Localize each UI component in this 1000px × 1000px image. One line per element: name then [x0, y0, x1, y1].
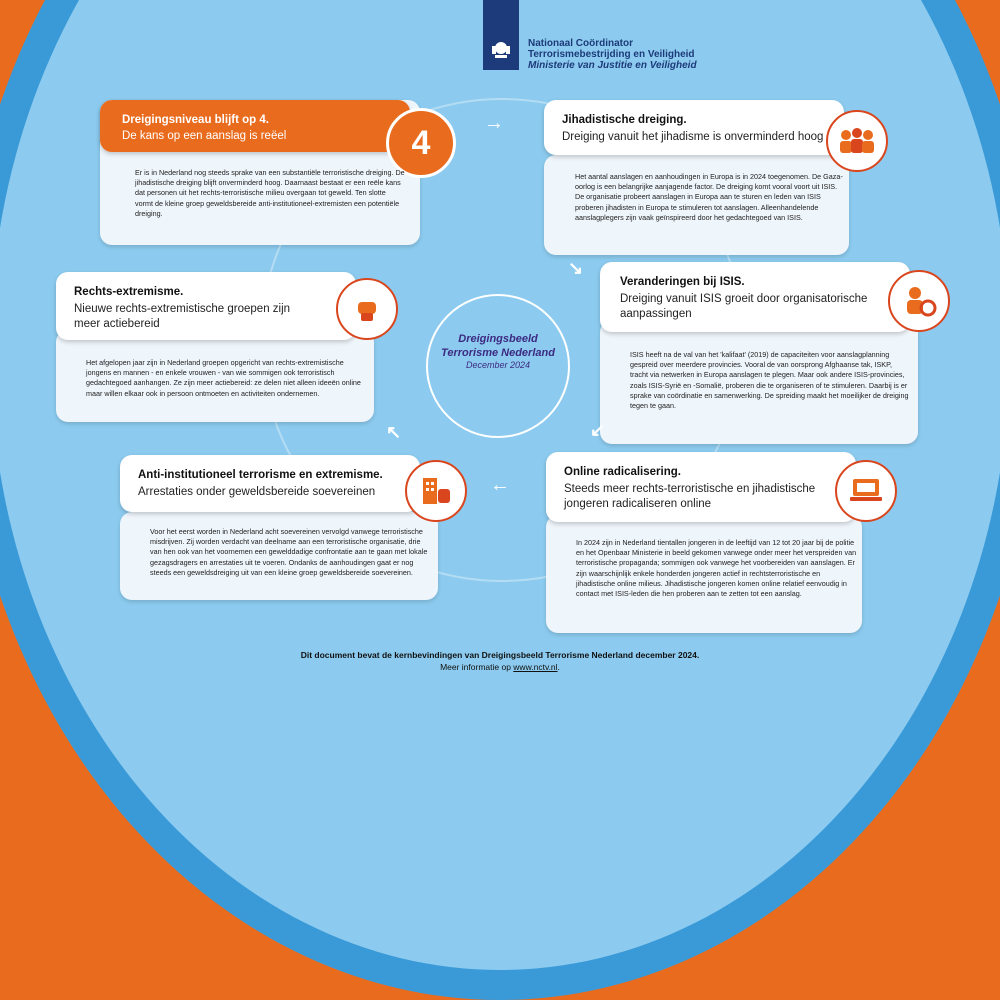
- footer-summary: Dit document bevat de kernbevindingen van Dreigingsbeeld Terrorisme Nederland december 2024.: [300, 650, 700, 660]
- arrow-down-left-icon: ↙: [590, 420, 606, 440]
- online-body: In 2024 zijn in Nederland tientallen jongeren in de leeftijd van 12 tot 20 jaar bij de politie en het Openbaar Ministerie in beeld gekomen vanwege onder meer het verspreiden van terroristische propaganda; sommigen ook vanwege het voorbereiden van aanslagen. Er zijn waarschijnlijk enkele honderden jongeren actief in rechtsterroristische en jihadistische online milieus. Jihadistische jongeren komen online relatief eenvoudig in contact met ISIS-leden die hen proberen aan te zetten tot een aanslag.: [576, 538, 857, 599]
- anti-institutional-body: Voor het eerst worden in Nederland acht soevereinen vervolgd vanwege terroristische misdrijven. Zij worden verdacht van deelname aan een terroristische organisatie, drie van hen ook van het voornemen een gewelddadige confrontatie aan te gaan met lokale gezagsdragers en arrestaties uit te voeren. Ondanks de aanhoudingen gaat er nog steeds een geweldsdreiging uit van een kleine groep geweldsbereide soevereinen.: [150, 527, 428, 577]
- right-extremism-subtitle: Nieuwe rechts-extremistische groepen zijn meer actiebereid: [74, 303, 291, 330]
- anti-institutional-subtitle: Arrestaties onder geweldsbereide soevereinen: [138, 486, 376, 498]
- isis-title: Veranderingen bij ISIS.: [620, 276, 745, 288]
- footer-period: .: [557, 662, 560, 672]
- laptop-icon: [835, 460, 897, 522]
- online-subtitle: Steeds meer rechts-terroristische en jihadistische jongeren radicaliseren online: [564, 483, 816, 510]
- jihad-subtitle: Dreiging vanuit het jihadisme is onverminderd hoog: [562, 131, 824, 143]
- right-extremism-header: [56, 272, 356, 340]
- arrow-up-left-icon: ↖: [386, 422, 402, 442]
- center-date: December 2024: [465, 360, 531, 370]
- isis-body: ISIS heeft na de val van het 'kalifaat' (2019) de capaciteiten voor aanslagplanning gespreid over meerdere provincies. Vooral de van oorsprong Afghaanse tak, ISKP, tracht via netwerken in Europa aanslagen te plegen. Maar ook andere ISIS-provincies, zoals ISIS-Syrië en -Somalië, proberen die te organiseren of te stimuleren. Daarbij is er sprake van coördinatie en samenwerking. De spreiding maakt het moeilijker de dreiging tegen te gaan.: [630, 350, 909, 411]
- org-line-2: Terrorismebestrijding en Veiligheid: [528, 49, 695, 60]
- footer-more-info: [0, 662, 1000, 672]
- threat-level-body: Er is in Nederland nog steeds sprake van een substantiële terroristische dreiging. De jihadistische dreiging blijft onverminderd hoog. Daarnaast bestaat er een reële kans dat personen uit het rechts-terroristische milieu overgaan tot geweld. Ten slotte vormt de kleine groep geweldsbereide anti-institutioneel-extremisten een potentiële dreiging.: [135, 168, 405, 218]
- masked-figure-icon: [888, 270, 950, 332]
- footer-more-prefix: Meer informatie op: [440, 662, 514, 672]
- org-line-1: Nationaal Coördinator: [528, 38, 634, 49]
- group-figures-icon: [826, 110, 888, 172]
- center-title-circle: [426, 294, 570, 438]
- right-extremism-title: Rechts-extremisme.: [74, 286, 184, 298]
- arrow-right-icon: →: [484, 112, 504, 134]
- anti-institutional-title: Anti-institutioneel terrorisme en extremisme.: [138, 469, 383, 481]
- center-title-line1: Dreigingsbeeld: [458, 333, 538, 345]
- ministry-name: Ministerie van Justitie en Veiligheid: [528, 60, 697, 71]
- jihad-header: [544, 100, 844, 155]
- fist-icon: [336, 278, 398, 340]
- isis-header: [600, 262, 910, 332]
- anti-institutional-header: [120, 455, 420, 512]
- threat-level-badge: 4: [386, 108, 456, 178]
- coat-of-arms-icon: [489, 36, 513, 60]
- threat-level-title: Dreigingsniveau blijft op 4.: [122, 114, 269, 126]
- government-logo: [483, 0, 519, 70]
- organization-name: [528, 38, 697, 71]
- isis-subtitle: Dreiging vanuit ISIS groeit door organisatorische aanpassingen: [620, 293, 868, 320]
- right-extremism-body: Het afgelopen jaar zijn in Nederland groepen opgericht van rechts-extremistische jongens en mannen - en enkele vrouwen - van wie sommigen ook terroristisch gedachtegoed aanhangen. Ze zijn meer actiebereid: ze delen niet alleen ideeën online maar willen elkaar ook in persoon ontmoeten en activiteiten ondernemen.: [86, 358, 361, 398]
- online-header: [546, 452, 856, 522]
- nctv-link[interactable]: www.nctv.nl: [513, 662, 558, 672]
- center-title-line2: Terrorisme Nederland: [441, 347, 555, 359]
- jihad-title: Jihadistische dreiging.: [562, 114, 687, 126]
- online-title: Online radicalisering.: [564, 466, 681, 478]
- building-fist-icon: [405, 460, 467, 522]
- jihad-body: Het aantal aanslagen en aanhoudingen in Europa is in 2024 toegenomen. De Gaza-oorlog is een belangrijke aanjagende factor. De dreiging komt vooral voort uit ISIS. De organisatie probeert aanslagen in Europa aan te sturen en leden van ISIS proberen jihadisten in Europa te stimuleren tot aanslagen. Alleenhandelende aanslagplegers zijn vaak geïnspireerd door het gedachtegoed van ISIS.: [575, 172, 843, 222]
- arrow-left-icon: ←: [490, 474, 510, 496]
- arrow-down-right-icon: ↘: [568, 258, 584, 278]
- threat-level-header: [100, 100, 410, 152]
- threat-level-subtitle: De kans op een aanslag is reëel: [122, 130, 287, 142]
